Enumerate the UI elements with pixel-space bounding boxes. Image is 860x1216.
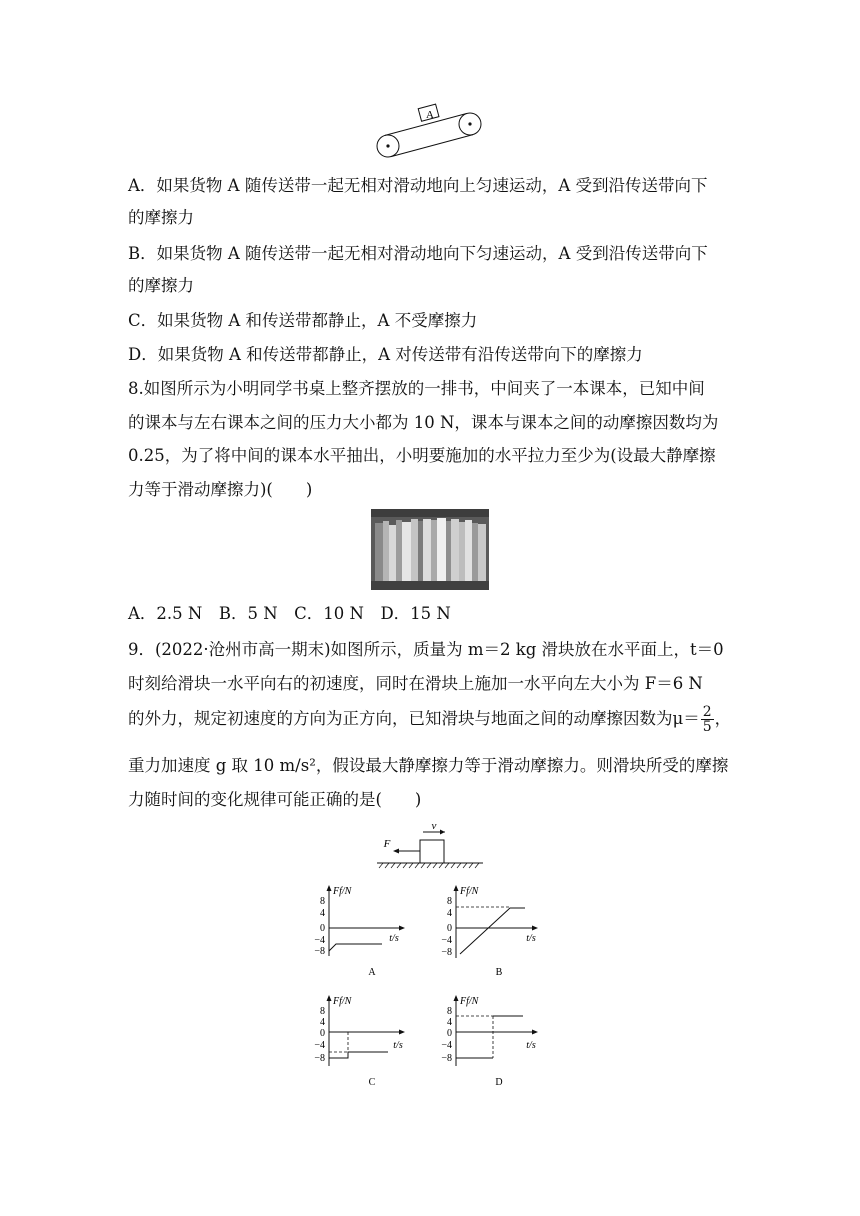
- graph-c-tick-8: 8: [320, 1006, 325, 1017]
- graph-d: [427, 990, 542, 1088]
- q8-stem-line1: 8.如图所示为小明同学书桌上整齐摆放的一排书，中间夹了一本课本，已知中间: [128, 379, 705, 398]
- graph-c-label: C: [368, 1077, 376, 1088]
- graph-b-tick-8: 8: [447, 896, 452, 907]
- graph-b-y-label: Ff/N: [460, 886, 479, 897]
- graph-c-y-label: Ff/N: [333, 996, 352, 1007]
- graph-d-label: D: [495, 1077, 503, 1088]
- graph-d-tick-neg8: −8: [441, 1053, 452, 1064]
- graph-a-y-label: Ff/N: [333, 886, 352, 897]
- q7-option-b-line2: 的摩擦力: [128, 276, 194, 295]
- q9-stem-line3-text: 的外力，规定初速度的方向为正方向，已知滑块与地面之间的动摩擦因数为μ＝: [128, 709, 700, 728]
- belt-bottom: [391, 135, 473, 157]
- graph-c-tick-neg4: −4: [314, 1040, 325, 1051]
- block-force-figure: [375, 818, 485, 870]
- q8-options: A．2.5 N B．5 N C．10 N D．15 N: [128, 604, 451, 623]
- force-arrowhead: [393, 849, 399, 854]
- q7-option-a-line2: 的摩擦力: [128, 208, 194, 227]
- graph-d-tick-8: 8: [447, 1006, 452, 1017]
- graph-d-x-label: t/s: [526, 1040, 536, 1051]
- q8-stem-line2: 的课本与左右课本之间的压力大小都为 10 N，课本与课本之间的动摩擦因数均为: [128, 413, 719, 432]
- q8-stem-line3: 0.25，为了将中间的课本水平抽出，小明要施加的水平拉力至少为(设最大静摩擦: [128, 446, 716, 465]
- graph-a-tick-0: 0: [320, 923, 325, 934]
- graph-d-tick-0: 0: [447, 1028, 452, 1039]
- graph-b-x-label: t/s: [526, 933, 536, 944]
- graph-a-tick-8: 8: [320, 896, 325, 907]
- graph-a-label: A: [368, 967, 376, 978]
- graph-b-curve: [460, 908, 525, 954]
- graph-c-x-label: t/s: [393, 1040, 403, 1051]
- mu-numerator: 2: [702, 704, 712, 720]
- graph-c-tick-4: 4: [320, 1017, 325, 1028]
- q9-stem-line5: 力随时间的变化规律可能正确的是( ): [128, 790, 422, 809]
- conveyor-belt-figure: [370, 100, 490, 162]
- slider-block: [420, 840, 444, 863]
- graph-d-y-label: Ff/N: [460, 996, 479, 1007]
- q8-stem-line4: 力等于滑动摩擦力)( ): [128, 480, 313, 499]
- mu-denominator: 5: [702, 719, 712, 735]
- graph-c: [300, 990, 410, 1088]
- graph-a-tick-neg4: −4: [314, 935, 325, 946]
- graph-c-tick-neg8: −8: [314, 1053, 325, 1064]
- graph-a: [300, 880, 410, 978]
- cargo-a-label: A: [426, 109, 434, 121]
- velocity-label: v: [431, 820, 437, 832]
- q9-stem-line3-end: ，: [714, 709, 732, 728]
- graph-a-tick-4: 4: [320, 908, 325, 919]
- q7-option-d: D．如果货物 A 和传送带都静止，A 对传送带有沿传送带向下的摩擦力: [128, 345, 643, 364]
- force-label: F: [383, 838, 391, 850]
- graph-b-tick-0: 0: [447, 923, 452, 934]
- graph-b-tick-4: 4: [447, 908, 452, 919]
- q7-option-c: C．如果货物 A 和传送带都静止，A 不受摩擦力: [128, 311, 478, 330]
- q9-stem-line4: 重力加速度 g 取 10 m/s²，假设最大静摩擦力等于滑动摩擦力。则滑块所受的摩擦: [128, 756, 729, 775]
- q9-stem-line3: [128, 705, 731, 734]
- graph-b-tick-neg4: −4: [441, 935, 452, 946]
- graph-c-curve: [329, 1052, 388, 1058]
- graph-b-tick-neg8: −8: [441, 947, 452, 958]
- graph-d-tick-neg4: −4: [441, 1040, 452, 1051]
- q7-option-a-line1: A．如果货物 A 随传送带一起无相对滑动地向上匀速运动，A 受到沿传送带向下: [128, 176, 708, 195]
- graph-d-tick-4: 4: [447, 1017, 452, 1028]
- q9-stem-line2: 时刻给滑块一水平向右的初速度，同时在滑块上施加一水平向左大小为 F＝6 N: [128, 674, 703, 693]
- graph-b: [427, 880, 542, 978]
- q7-option-b-line1: B．如果货物 A 随传送带一起无相对滑动地向下匀速运动，A 受到沿传送带向下: [128, 244, 708, 263]
- velocity-arrowhead: [440, 830, 445, 835]
- bookshelf-photo: [371, 509, 489, 590]
- graph-a-curve: [329, 944, 382, 951]
- graph-a-x-label: t/s: [389, 933, 399, 944]
- q9-stem-line1: 9．(2022·沧州市高一期末)如图所示，质量为 m＝2 kg 滑块放在水平面上，t＝0: [128, 640, 724, 659]
- graph-b-label: B: [495, 967, 503, 978]
- mu-fraction: [701, 705, 714, 734]
- graph-a-tick-neg8: −8: [314, 946, 325, 957]
- graph-c-tick-0: 0: [320, 1028, 325, 1039]
